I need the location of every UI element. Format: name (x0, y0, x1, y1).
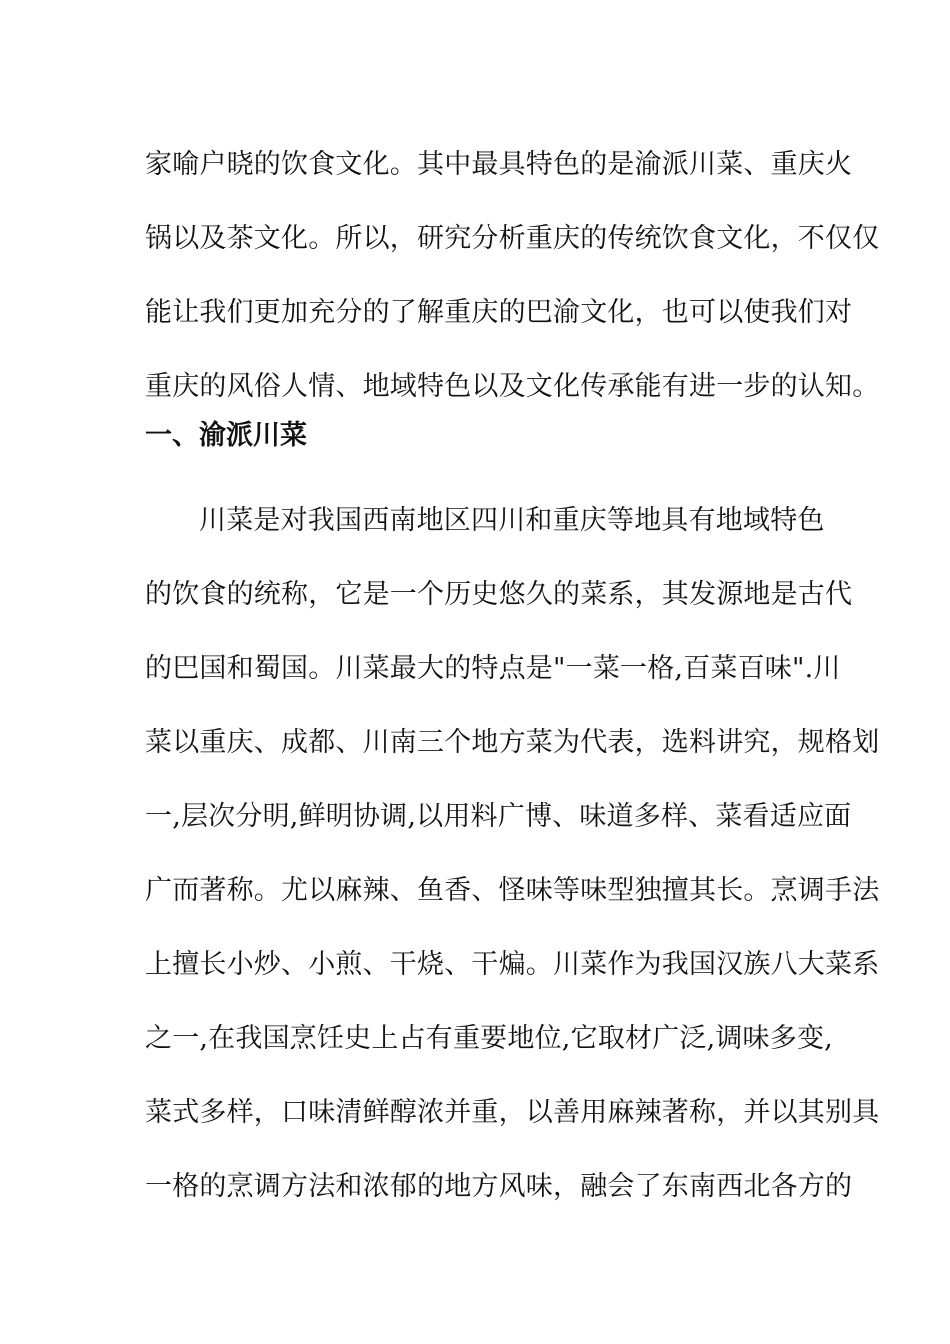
text-line: 锅以及茶文化。所以，研究分析重庆的传统饮食文化，不仅仅 (145, 223, 880, 254)
text-line: 一格的烹调方法和浓郁的地方风味，融会了东南西北各方的 (145, 1171, 853, 1202)
section-heading: 一、渝派川菜 (145, 420, 307, 451)
text-line: 广而著称。尤以麻辣、鱼香、怪味等味型独擅其长。烹调手法 (145, 875, 880, 906)
text-line: 川菜是对我国西南地区四川和重庆等地具有地域特色 (199, 505, 825, 536)
text-line: 菜式多样，口味清鲜醇浓并重，以善用麻辣著称，并以其别具 (145, 1097, 880, 1128)
text-line: 的巴国和蜀国。川菜最大的特点是"一菜一格,百菜百味".川 (145, 653, 841, 684)
text-line: 能让我们更加充分的了解重庆的巴渝文化，也可以使我们对 (145, 297, 853, 328)
text-line: 重庆的风俗人情、地域特色以及文化传承能有进一步的认知。 (145, 371, 880, 402)
text-line: 之一,在我国烹饪史上占有重要地位,它取材广泛,调味多变, (145, 1023, 833, 1054)
paragraph-sichuan-cuisine (145, 484, 880, 1224)
text-line: 上擅长小炒、小煎、干烧、干煸。川菜作为我国汉族八大菜系 (145, 949, 880, 980)
text-line: 菜以重庆、成都、川南三个地方菜为代表，选料讲究，规格划 (145, 727, 880, 758)
text-line: 一,层次分明,鲜明协调,以用料广博、味道多样、菜看适应面 (145, 801, 852, 832)
text-line: 的饮食的统称，它是一个历史悠久的菜系，其发源地是古代 (145, 579, 853, 610)
paragraph-intro (145, 128, 880, 424)
text-line: 家喻户晓的饮食文化。其中最具特色的是渝派川菜、重庆火 (145, 149, 853, 180)
document-body (145, 128, 880, 1224)
